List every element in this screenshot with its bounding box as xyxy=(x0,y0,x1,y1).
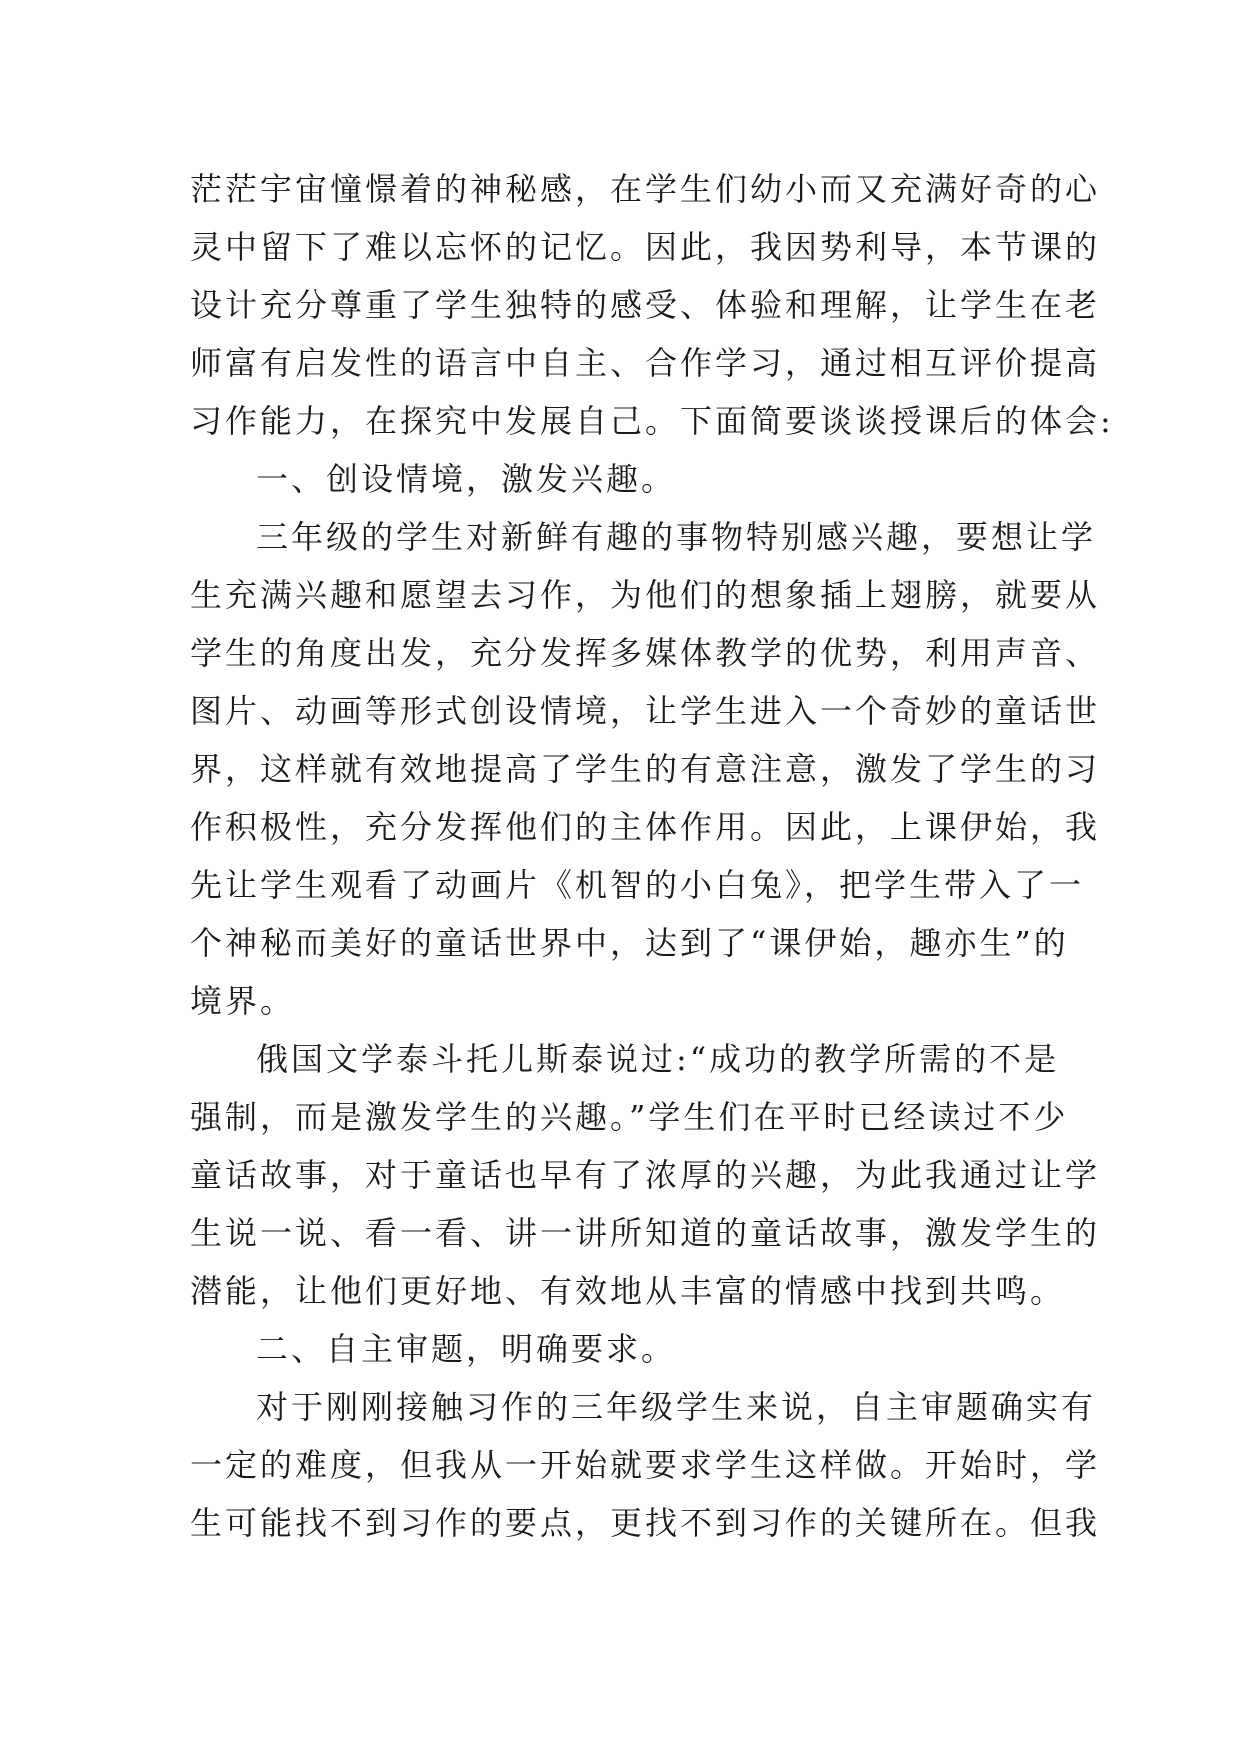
text-line: 俄国文学泰斗托儿斯泰说过:“成功的教学所需的不是 xyxy=(256,1040,1060,1078)
text-line: 茫茫宇宙憧憬着的神秘感，在学生们幼小而又充满好奇的心 xyxy=(190,170,1101,208)
text-line: 界，这样就有效地提高了学生的有意注意，激发了学生的习 xyxy=(190,750,1101,788)
text-line: 生可能找不到习作的要点，更找不到习作的关键所在。但我 xyxy=(190,1504,1101,1542)
text-line: 一、创设情境，激发兴趣。 xyxy=(256,460,677,498)
text-line: 潜能，让他们更好地、有效地从丰富的情感中找到共鸣。 xyxy=(190,1272,1066,1310)
text-line: 图片、动画等形式创设情境，让学生进入一个奇妙的童话世 xyxy=(190,692,1101,730)
text-line: 师富有启发性的语言中自主、合作学习，通过相互评价提高 xyxy=(190,344,1101,382)
text-line: 三年级的学生对新鲜有趣的事物特别感兴趣，要想让学 xyxy=(256,518,1097,556)
text-line: 个神秘而美好的童话世界中，达到了“课伊始，趣亦生”的 xyxy=(190,924,1069,962)
text-line: 强制，而是激发学生的兴趣。”学生们在平时已经读过不少 xyxy=(190,1098,1069,1136)
text-line: 二、自主审题，明确要求。 xyxy=(256,1330,677,1368)
text-line: 学生的角度出发，充分发挥多媒体教学的优势，利用声音、 xyxy=(190,634,1101,672)
text-line: 境界。 xyxy=(190,982,296,1020)
text-line: 童话故事，对于童话也早有了浓厚的兴趣，为此我通过让学 xyxy=(190,1156,1101,1194)
text-line: 设计充分尊重了学生独特的感受、体验和理解，让学生在老 xyxy=(190,286,1101,324)
document-body xyxy=(190,160,1114,1552)
text-line: 一定的难度，但我从一开始就要求学生这样做。开始时，学 xyxy=(190,1446,1101,1484)
text-line: 生说一说、看一看、讲一讲所知道的童话故事，激发学生的 xyxy=(190,1214,1101,1252)
text-line: 习作能力，在探究中发展自己。下面简要谈谈授课后的体会: xyxy=(190,402,1114,440)
text-line: 作积极性，充分发挥他们的主体作用。因此，上课伊始，我 xyxy=(190,808,1101,846)
text-line: 生充满兴趣和愿望去习作，为他们的想象插上翅膀，就要从 xyxy=(190,576,1101,614)
text-line: 先让学生观看了动画片《机智的小白兔》，把学生带入了一 xyxy=(190,866,1085,904)
text-line: 灵中留下了难以忘怀的记忆。因此，我因势利导，本节课的 xyxy=(190,228,1101,266)
text-line: 对于刚刚接触习作的三年级学生来说，自主审题确实有 xyxy=(256,1388,1097,1426)
